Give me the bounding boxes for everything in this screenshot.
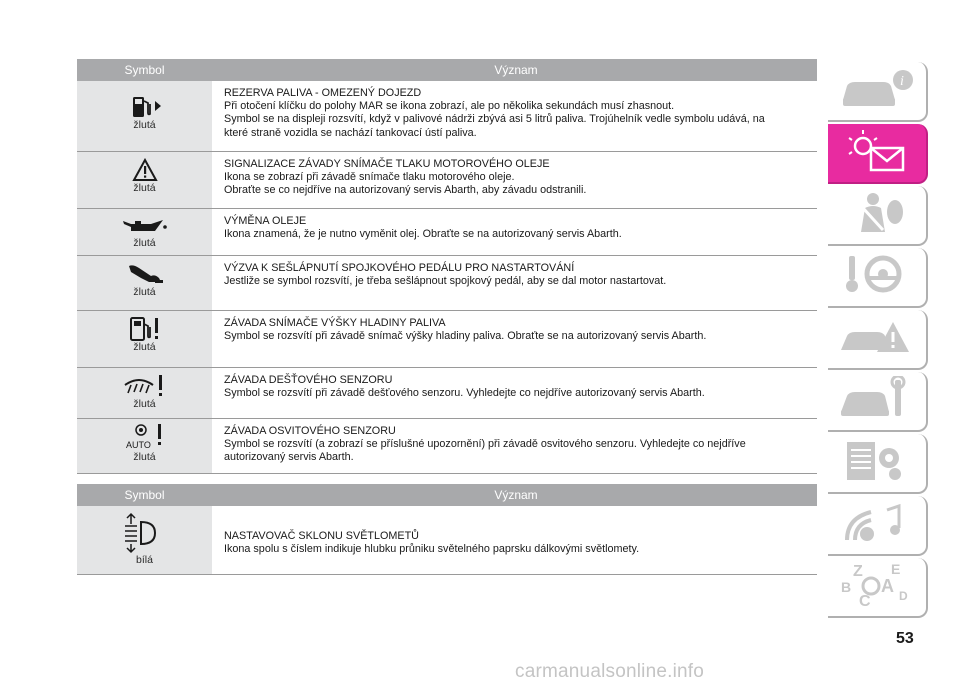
car-info-icon <box>837 66 917 117</box>
symbol-cell <box>77 209 212 255</box>
row-text: Symbol se rozsvítí (a zobrazí se příslušné upozornění) při závadě osvitového senzoru. Vyhledejte co nejdříve <box>224 438 746 451</box>
svg-text:Z: Z <box>853 562 863 580</box>
color-label: žlutá <box>133 286 156 298</box>
tab-warning-lights[interactable] <box>828 124 928 184</box>
meaning-cell <box>212 256 817 310</box>
symbol-cell <box>77 368 212 418</box>
table-row <box>77 209 817 256</box>
meaning-cell <box>212 152 817 208</box>
svg-text:B: B <box>841 578 852 595</box>
warning-triangle-icon <box>132 158 158 182</box>
color-label: žlutá <box>133 237 156 249</box>
header-meaning: Význam <box>494 488 538 502</box>
light-sensor-auto-fault-icon <box>123 423 167 451</box>
tab-index[interactable] <box>828 558 928 618</box>
row-title: SIGNALIZACE ZÁVADY SNÍMAČE TLAKU MOTOROVÉHO OLEJE <box>224 158 550 170</box>
row-title: VÝMĚNA OLEJE <box>224 215 307 227</box>
symbol-cell <box>77 506 212 574</box>
svg-text:C: C <box>859 592 871 610</box>
table-row <box>77 311 817 368</box>
multimedia-icon <box>837 500 917 551</box>
key-steering-wheel-icon <box>837 252 917 303</box>
row-text: Symbol se na displeji rozsvítí, když v palivové nádrži zbývá asi 5 litrů paliva. Trojúhelník vedle symbolu udává, na <box>224 113 765 126</box>
row-text: Ikona se zobrazí při závadě snímače tlaku motorového oleje. <box>224 171 515 184</box>
meaning-cell <box>212 209 817 255</box>
color-label: žlutá <box>133 182 156 194</box>
table-row <box>77 419 817 474</box>
svg-text:A: A <box>881 575 894 596</box>
header-symbol: Symbol <box>124 488 165 502</box>
tab-starting-driving[interactable] <box>828 248 928 308</box>
fuel-level-sensor-fault-icon <box>127 317 163 341</box>
tab-car-info[interactable] <box>828 62 928 122</box>
clutch-pedal-foot-icon <box>125 262 165 286</box>
row-title: NASTAVOVAČ SKLONU SVĚTLOMETŮ <box>224 530 419 542</box>
table-row <box>77 152 817 209</box>
fuel-pump-triangle-icon <box>127 95 163 119</box>
row-title: VÝZVA K SEŠLÁPNUTÍ SPOJKOVÉHO PEDÁLU PRO NASTARTOVÁNÍ <box>224 262 575 274</box>
tab-emergency[interactable] <box>828 310 928 370</box>
warning-table <box>77 59 817 474</box>
row-text: Při otočení klíčku do polohy MAR se ikona zobrazí, ale po několika sekundách musí zhasnout. <box>224 100 675 113</box>
color-label: žlutá <box>133 119 156 131</box>
meaning-cell <box>212 506 817 574</box>
table-row <box>77 256 817 311</box>
table-row <box>77 368 817 419</box>
tab-multimedia[interactable] <box>828 496 928 556</box>
svg-text:i: i <box>900 73 904 89</box>
meaning-cell <box>212 311 817 367</box>
auto-icon-text: AUTO <box>125 440 151 450</box>
row-text: které straně vozidla se nachází tankovací ústí paliva. <box>224 126 477 139</box>
row-title: ZÁVADA OSVITOVÉHO SENZORU <box>224 425 396 437</box>
row-text: Ikona znamená, že je nutno vyměnit olej. Obraťte se na autorizovaný servis Abarth. <box>224 228 622 241</box>
symbol-cell <box>77 419 212 473</box>
meaning-cell <box>212 419 817 473</box>
row-title: REZERVA PALIVA - OMEZENÝ DOJEZD <box>224 87 422 99</box>
meaning-cell <box>212 368 817 418</box>
color-label: bílá <box>136 554 153 566</box>
color-label: žlutá <box>133 451 156 463</box>
svg-text:D: D <box>899 588 908 603</box>
svg-text:E: E <box>891 560 901 577</box>
row-text: Obraťte se co nejdříve na autorizovaný servis Abarth, aby závadu odstranili. <box>224 184 587 197</box>
meaning-cell <box>212 81 817 151</box>
symbol-cell <box>77 152 212 208</box>
row-text: Symbol se rozsvítí při závadě snímač výšky hladiny paliva. Obraťte se na autorizovaný servis Abarth. <box>224 330 707 343</box>
page-number: 53 <box>896 630 914 647</box>
symbol-cell <box>77 311 212 367</box>
car-service-tools-icon <box>837 376 917 427</box>
warning-lights-icon <box>837 128 917 179</box>
color-label: žlutá <box>133 341 156 353</box>
index-letters-icon <box>837 560 917 615</box>
row-text: Jestliže se symbol rozsvítí, je třeba sešlápnout spojkový pedál, aby se dal motor nastartovat. <box>224 275 667 288</box>
tab-maintenance[interactable] <box>828 372 928 432</box>
table-header <box>77 59 817 81</box>
rain-sensor-fault-icon <box>123 374 167 398</box>
indicator-table <box>77 484 817 575</box>
technical-data-icon <box>837 438 917 489</box>
row-text: autorizovaný servis Abarth. <box>224 451 354 464</box>
symbol-cell <box>77 81 212 151</box>
row-text: Ikona spolu s číslem indikuje hlubku průniku světelného paprsku dálkovými světlomety. <box>224 543 640 556</box>
seatbelt-airbag-icon <box>837 190 917 241</box>
symbol-cell <box>77 256 212 310</box>
tab-technical-data[interactable] <box>828 434 928 494</box>
tab-safety[interactable] <box>828 186 928 246</box>
row-text: Symbol se rozsvítí při závadě dešťového senzoru. Vyhledejte co nejdříve autorizovaný servis Abarth. <box>224 387 705 400</box>
table-row <box>77 506 817 575</box>
car-emergency-icon <box>837 314 917 365</box>
table-header <box>77 484 817 506</box>
row-title: ZÁVADA SNÍMAČE VÝŠKY HLADINY PALIVA <box>224 317 446 329</box>
oil-can-icon <box>121 213 169 237</box>
row-title: ZÁVADA DEŠŤOVÉHO SENZORU <box>224 374 393 386</box>
header-meaning: Význam <box>494 63 538 77</box>
table-row <box>77 81 817 152</box>
watermark: carmanualsonline.info <box>515 661 705 682</box>
header-symbol: Symbol <box>124 63 165 77</box>
headlight-leveling-icon <box>121 512 169 554</box>
color-label: žlutá <box>133 398 156 410</box>
